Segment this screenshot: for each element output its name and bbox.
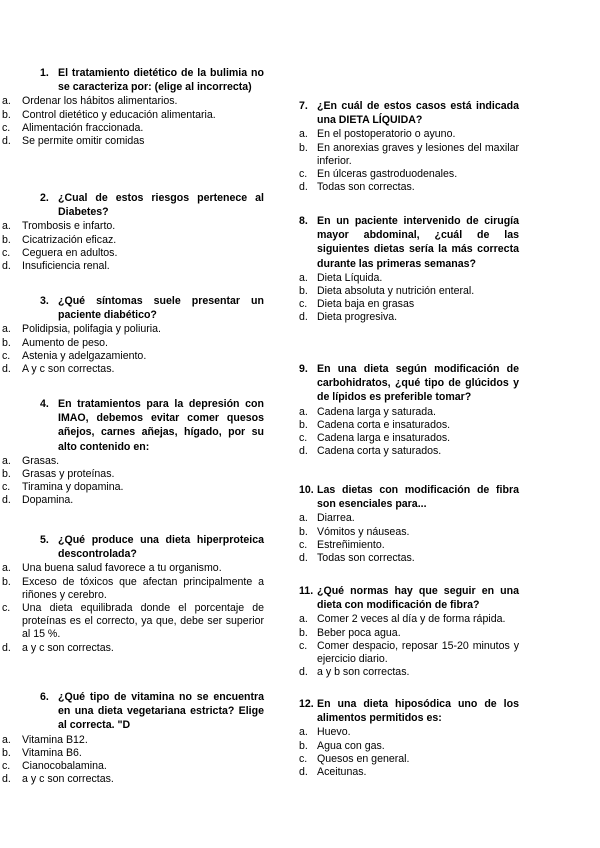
option-letter: d. — [299, 311, 308, 324]
option-letter: d. — [2, 641, 11, 654]
question-header — [40, 294, 264, 322]
option-text: Dieta Líquida. — [317, 271, 383, 284]
option-c — [2, 350, 264, 363]
option-d — [2, 260, 264, 273]
option-letter: c. — [299, 538, 308, 551]
option-letter: a. — [299, 512, 308, 525]
option-text: Huevo. — [317, 726, 351, 739]
option-d — [299, 766, 519, 779]
question-header — [299, 362, 519, 405]
option-a — [299, 128, 519, 141]
option-a — [2, 220, 264, 233]
option-a — [299, 613, 519, 626]
question-number: 9. — [299, 363, 308, 375]
option-text: Cadena corta y saturados. — [317, 445, 442, 458]
option-a — [2, 95, 264, 108]
option-letter: c. — [299, 639, 308, 652]
option-a — [299, 406, 519, 419]
option-list — [299, 726, 519, 779]
option-text: Aumento de peso. — [22, 336, 108, 349]
option-list — [2, 323, 264, 376]
option-text: Dieta progresiva. — [317, 311, 398, 324]
question-text: ¿Qué tipo de vitamina no se encuentra en una dieta vegetariana estricta? Elige al correcta. "D — [58, 691, 264, 732]
option-c — [299, 432, 519, 445]
option-b — [299, 285, 519, 298]
option-list — [2, 95, 264, 148]
question-header — [40, 191, 264, 219]
option-text: Control dietético y educación alimentaria. — [22, 108, 216, 121]
option-letter: a. — [2, 95, 11, 108]
option-text: Grasas y proteínas. — [22, 468, 115, 481]
option-text: Se permite omitir comidas — [22, 135, 145, 148]
option-text: Aceitunas. — [317, 766, 367, 779]
option-c — [2, 122, 264, 135]
option-c — [2, 760, 264, 773]
option-text: Vómitos y náuseas. — [317, 525, 410, 538]
question-text: En una dieta hiposódica uno de los alimentos permitidos es: — [317, 698, 519, 725]
option-letter: c. — [299, 752, 308, 765]
option-letter: d. — [299, 766, 308, 779]
option-text: Grasas. — [22, 454, 60, 467]
option-text: En el postoperatorio o ayuno. — [317, 128, 456, 141]
option-letter: b. — [2, 233, 11, 246]
option-letter: c. — [299, 432, 308, 445]
option-letter: b. — [299, 739, 308, 752]
question-4 — [2, 397, 264, 508]
option-d — [299, 445, 519, 458]
option-text: Exceso de tóxicos que afectan principalmente a riñones y cerebro. — [22, 575, 264, 601]
option-b — [2, 337, 264, 350]
question-header — [40, 66, 264, 94]
question-text: Las dietas con modificación de fibra son esenciales para... — [317, 484, 519, 511]
option-c — [299, 640, 519, 666]
option-letter: a. — [299, 405, 308, 418]
option-list — [2, 454, 264, 508]
option-list — [299, 406, 519, 459]
option-text: Agua con gas. — [317, 739, 385, 752]
option-letter: a. — [299, 128, 308, 141]
option-b — [299, 627, 519, 640]
option-text: Cicatrización eficaz. — [22, 233, 117, 246]
option-b — [299, 419, 519, 432]
option-text: Dopamina. — [22, 494, 74, 507]
option-a — [2, 455, 264, 468]
option-text: Tiramina y dopamina. — [22, 481, 124, 494]
question-header — [40, 533, 264, 561]
option-text: Insuficiencia renal. — [22, 260, 110, 273]
option-d — [2, 135, 264, 148]
option-letter: d. — [299, 552, 308, 565]
option-letter: d. — [299, 666, 308, 679]
option-c — [299, 168, 519, 181]
question-number: 7. — [299, 100, 308, 112]
question-text: ¿Qué normas hay que seguir en una dieta con modificación de fibra? — [317, 585, 519, 612]
option-text: Beber poca agua. — [317, 626, 401, 639]
option-letter: c. — [2, 349, 11, 362]
option-a — [2, 562, 264, 575]
option-letter: a. — [299, 613, 308, 626]
question-text: ¿Qué síntomas suele presentar un paciente diabético? — [58, 295, 264, 322]
option-letter: b. — [299, 418, 308, 431]
option-a — [2, 734, 264, 747]
option-letter: d. — [2, 363, 11, 376]
option-text: Quesos en general. — [317, 752, 410, 765]
option-d — [299, 552, 519, 565]
question-number: 11. — [299, 585, 314, 597]
option-letter: a. — [299, 271, 308, 284]
option-letter: a. — [299, 726, 308, 739]
option-a — [299, 272, 519, 285]
option-b — [2, 468, 264, 481]
option-d — [299, 666, 519, 679]
option-text: Dieta baja en grasas — [317, 298, 415, 311]
option-b — [2, 109, 264, 122]
option-text: Dieta absoluta y nutrición enteral. — [317, 285, 475, 298]
option-letter: c. — [299, 298, 308, 311]
option-text: Comer 2 veces al día y de forma rápida. — [317, 613, 506, 626]
option-b — [299, 142, 519, 168]
option-letter: d. — [2, 494, 11, 507]
option-letter: a. — [2, 562, 11, 575]
option-d — [2, 642, 264, 655]
option-letter: b. — [299, 525, 308, 538]
question-header — [40, 397, 264, 454]
option-letter: c. — [2, 121, 11, 134]
option-list — [299, 512, 519, 565]
question-header — [299, 584, 519, 612]
option-text: Todas son correctas. — [317, 181, 415, 194]
question-8 — [299, 214, 519, 325]
question-6 — [2, 690, 264, 786]
option-letter: d. — [299, 181, 308, 194]
option-text: Astenia y adelgazamiento. — [22, 349, 147, 362]
option-letter: a. — [2, 733, 11, 746]
option-c — [299, 539, 519, 552]
option-a — [2, 323, 264, 336]
question-number: 6. — [40, 691, 49, 703]
option-letter: c. — [2, 481, 11, 494]
question-number: 5. — [40, 534, 49, 546]
option-text: En anorexias graves y lesiones del maxilar inferior. — [317, 141, 519, 167]
option-text: Cadena larga e insaturados. — [317, 432, 451, 445]
option-text: Ordenar los hábitos alimentarios. — [22, 95, 178, 108]
question-header — [40, 690, 264, 733]
question-text: ¿En cuál de estos casos está indicada una DIETA LÍQUIDA? — [317, 100, 519, 127]
option-text: Estreñimiento. — [317, 538, 385, 551]
question-text: En una dieta según modificación de carbohidratos, ¿qué tipo de glúcidos y de lípidos es preferible tomar? — [317, 363, 519, 404]
option-text: Cianocobalamina. — [22, 760, 107, 773]
option-letter: b. — [2, 336, 11, 349]
option-text: Trombosis e infarto. — [22, 220, 116, 233]
option-letter: b. — [2, 746, 11, 759]
option-c — [299, 298, 519, 311]
option-text: A y c son correctas. — [22, 363, 115, 376]
option-b — [299, 526, 519, 539]
option-d — [299, 311, 519, 324]
option-letter: b. — [299, 626, 308, 639]
option-letter: a. — [2, 323, 11, 336]
option-text: Una buena salud favorece a tu organismo. — [22, 562, 222, 575]
option-c — [299, 753, 519, 766]
question-text: En un paciente intervenido de cirugía mayor abdominal, ¿cuál de las siguientes dietas sería la más correcta durante las primeras semanas? — [317, 215, 519, 270]
option-text: Comer despacio, reposar 15-20 minutos y ejercicio diario. — [317, 639, 519, 666]
option-list — [299, 128, 519, 194]
option-letter: b. — [2, 108, 11, 121]
question-number: 4. — [40, 398, 49, 410]
question-5 — [2, 533, 264, 655]
option-a — [299, 512, 519, 525]
option-b — [299, 740, 519, 753]
option-text: Diarrea. — [317, 512, 355, 525]
option-text: Una dieta equilibrada donde el porcentaje de proteínas es el correcto, ya que, debe ser superior al 15 %. — [22, 602, 264, 641]
question-12 — [299, 697, 519, 779]
option-c — [2, 247, 264, 260]
option-text: Alimentación fraccionada. — [22, 121, 144, 134]
question-header — [299, 483, 519, 511]
question-3 — [2, 294, 264, 376]
option-text: a y b son correctas. — [317, 666, 410, 679]
option-letter: b. — [2, 468, 11, 481]
option-c — [2, 602, 264, 642]
option-letter: a. — [2, 454, 11, 467]
question-number: 12. — [299, 698, 314, 710]
option-b — [2, 234, 264, 247]
option-text: Vitamina B6. — [22, 746, 82, 759]
option-c — [2, 481, 264, 494]
option-text: Todas son correctas. — [317, 552, 415, 565]
question-number: 8. — [299, 215, 308, 227]
option-a — [299, 726, 519, 739]
option-letter: c. — [2, 760, 11, 773]
question-number: 1. — [40, 67, 49, 79]
option-letter: d. — [2, 260, 11, 273]
question-text: El tratamiento dietético de la bulimia no se caracteriza por: (elige al incorrecta) — [58, 67, 264, 94]
question-10 — [299, 483, 519, 565]
question-text: ¿Cual de estos riesgos pertenece al Diabetes? — [58, 192, 264, 219]
question-text: En tratamientos para la depresión con IMAO, debemos evitar comer quesos añejos, carnes añejas, hígado, por su alto contenido en: — [58, 398, 264, 453]
option-text: Vitamina B12. — [22, 733, 88, 746]
option-text: Polidipsia, polifagia y poliuria. — [22, 323, 161, 336]
option-letter: b. — [299, 141, 308, 154]
option-b — [2, 747, 264, 760]
question-1 — [2, 66, 264, 148]
question-9 — [299, 362, 519, 458]
option-text: Cadena larga y saturada. — [317, 405, 436, 418]
question-text: ¿Qué produce una dieta hiperproteica descontrolada? — [58, 534, 264, 561]
question-header — [299, 99, 519, 127]
option-d — [2, 494, 264, 507]
option-letter: b. — [299, 285, 308, 298]
question-number: 3. — [40, 295, 49, 307]
option-text: En úlceras gastroduodenales. — [317, 168, 458, 181]
question-number: 10. — [299, 484, 314, 496]
option-text: a y c son correctas. — [22, 641, 114, 654]
question-7 — [299, 99, 519, 194]
option-d — [2, 363, 264, 376]
option-letter: b. — [2, 575, 11, 588]
option-letter: d. — [299, 445, 308, 458]
option-text: a y c son correctas. — [22, 773, 114, 786]
option-d — [2, 773, 264, 786]
question-11 — [299, 584, 519, 679]
question-number: 2. — [40, 192, 49, 204]
option-text: Ceguera en adultos. — [22, 246, 118, 259]
option-list — [2, 562, 264, 654]
question-header — [299, 214, 519, 271]
option-text: Cadena corta e insaturados. — [317, 418, 451, 431]
option-d — [299, 181, 519, 194]
option-list — [299, 613, 519, 679]
option-letter: c. — [2, 246, 11, 259]
option-b — [2, 576, 264, 602]
option-list — [2, 733, 264, 787]
question-header — [299, 697, 519, 725]
option-letter: d. — [2, 135, 11, 148]
option-list — [299, 272, 519, 325]
question-2 — [2, 191, 264, 273]
option-letter: c. — [299, 168, 308, 181]
option-letter: d. — [2, 773, 11, 786]
option-letter: a. — [2, 220, 11, 233]
option-letter: c. — [2, 602, 11, 615]
option-list — [2, 220, 264, 273]
